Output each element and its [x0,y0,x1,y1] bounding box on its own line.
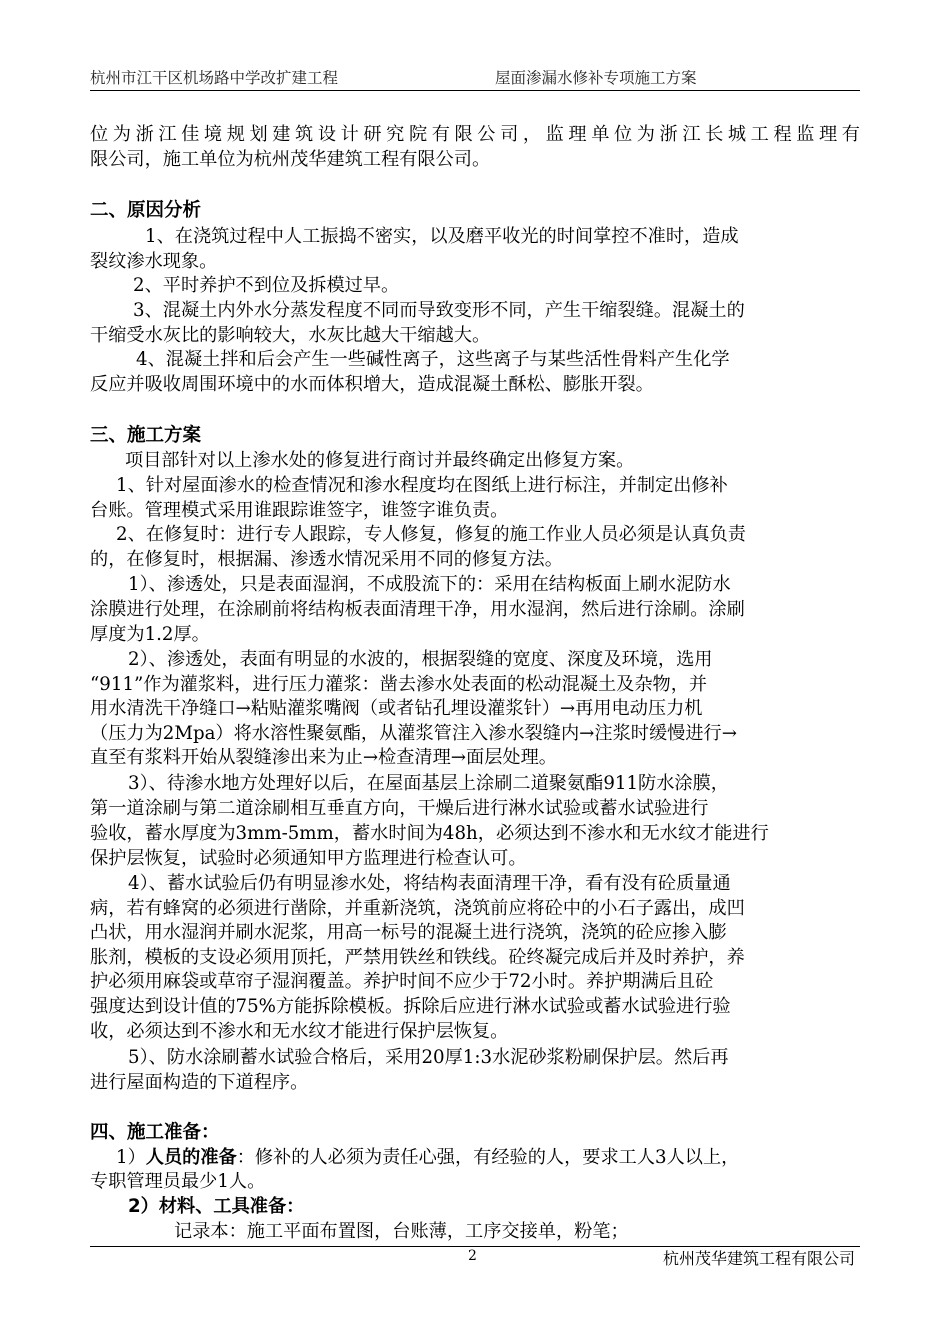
body-line: 厚度为1.2厚。 [90,624,210,645]
body-line: 4、混凝土拌和后会产生一些碱性离子，这些离子与某些活性骨料产生化学 [136,349,730,370]
body-line: 裂纹渗水现象。 [90,251,218,272]
body-line: 进行屋面构造的下道程序。 [90,1072,309,1093]
body-line: 1）、渗透处，只是表面湿润，不成股流下的：采用在结构板面上刷水泥防水 [128,574,731,595]
page-header [90,64,860,88]
body-line: 涂膜进行处理，在涂刷前将结构板表面清理干净，用水湿润，然后进行涂刷。涂刷 [90,599,745,620]
intro-line: 位为浙江佳境规划建筑设计研究院有限公司，监理单位为浙江长城工程监理有 [90,124,860,145]
body-line: 用水清洗干净缝口→粘贴灌浆嘴阀（或者钻孔埋设灌浆针）→再用电动压力机 [90,698,703,719]
body-line: 直至有浆料开始从裂缝渗出来为止→检查清理→面层处理。 [90,747,557,768]
body-line: 第一道涂刷与第二道涂刷相互垂直方向，干燥后进行淋水试验或蓄水试验进行 [90,798,709,819]
body-line: 台账。管理模式采用谁跟踪谁签字，谁签字谁负责。 [90,500,509,521]
body-line: 1、在浇筑过程中人工振捣不密实，以及磨平收光的时间掌控不准时，造成 [145,226,739,247]
intro-line: 限公司，施工单位为杭州茂华建筑工程有限公司。 [90,149,491,170]
list-number: 1） [116,1147,146,1168]
footer-company: 杭州茂华建筑工程有限公司 [663,1249,856,1268]
body-text: ：修补的人必须为责任心强，有经验的人，要求工人3人以上， [236,1147,740,1168]
body-line: 胀剂，模板的支设必须用顶托，严禁用铁丝和铁线。砼终凝完成后并及时养护，养 [90,947,745,968]
body-line: 2）、渗透处，表面有明显的水波的，根据裂缝的宽度、深度及环境，选用 [128,649,713,670]
body-line: 强度达到设计值的75%方能拆除模板。拆除后应进行淋水试验或蓄水试验进行验 [90,996,731,1017]
body-line: 5）、防水涂刷蓄水试验合格后，采用20厚1:3水泥砂浆粉刷保护层。然后再 [128,1047,729,1068]
body-line: 反应并吸收周围环境中的水而体积增大，造成混凝土酥松、膨胀开裂。 [90,374,654,395]
page-number: 2 [468,1248,477,1264]
body-line: 收，必须达到不渗水和无水纹才能进行保护层恢复。 [90,1021,509,1042]
section-heading: 二、原因分析 [90,200,202,221]
bold-term: 人员的准备 [145,1147,237,1168]
body-line: （压力为2Mpa）将水溶性聚氨酯，从灌浆管注入渗水裂缝内→注浆时缓慢进行→ [90,723,737,744]
header-divider [90,90,860,91]
section-heading: 三、施工方案 [90,425,202,446]
body-line: 护必须用麻袋或草帘子湿润覆盖。养护时间不应少于72小时。养护期满后且砼 [90,971,714,992]
body-line [116,1146,739,1170]
body-line: 4）、蓄水试验后仍有明显渗水处，将结构表面清理干净，看有没有砼质量通 [128,873,731,894]
body-line: 3、混凝土内外水分蒸发程度不同而导致变形不同，产生干缩裂缝。混凝土的 [133,300,745,321]
body-line: 3）、待渗水地方处理好以后，在屋面基层上涂刷二道聚氨酯911防水涂膜， [128,773,729,794]
body-line: 保护层恢复，试验时必须通知甲方监理进行检查认可。 [90,848,527,869]
body-line: “911”作为灌浆料，进行压力灌浆：凿去渗水处表面的松动混凝土及杂物，并 [90,674,708,695]
body-line: 2、在修复时：进行专人跟踪，专人修复，修复的施工作业人员必须是认真负责 [116,524,746,545]
header-project-name: 杭州市江干区机场路中学改扩建工程 [90,69,339,87]
body-line: 记录本：施工平面布置图，台账薄，工序交接单，粉笔； [174,1221,629,1242]
body-line: 干缩受水灰比的影响较大，水灰比越大干缩越大。 [90,325,491,346]
body-line: 专职管理员最少1人。 [90,1171,266,1192]
body-line: 病，若有蜂窝的必须进行凿除，并重新浇筑，浇筑前应将砼中的小石子露出，成凹 [90,898,745,919]
body-line: 1、针对屋面渗水的检查情况和渗水程度均在图纸上进行标注，并制定出修补 [116,475,728,496]
subsection-heading: 2）材料、工具准备： [128,1196,305,1217]
body-line: 2、平时养护不到位及拆模过早。 [133,275,400,296]
body-line: 验收，蓄水厚度为3mm-5mm，蓄水时间为48h，必须达到不渗水和无水纹才能进行 [90,823,769,844]
body-line: 项目部针对以上渗水处的修复进行商讨并最终确定出修复方案。 [125,450,635,471]
header-document-title: 屋面渗漏水修补专项施工方案 [495,69,697,87]
body-line: 凸状，用水湿润并刷水泥浆，用高一标号的混凝土进行浇筑，浇筑的砼应掺入膨 [90,922,727,943]
section-heading: 四、施工准备： [90,1122,220,1143]
body-line: 的，在修复时，根据漏、渗透水情况采用不同的修复方法。 [90,549,563,570]
